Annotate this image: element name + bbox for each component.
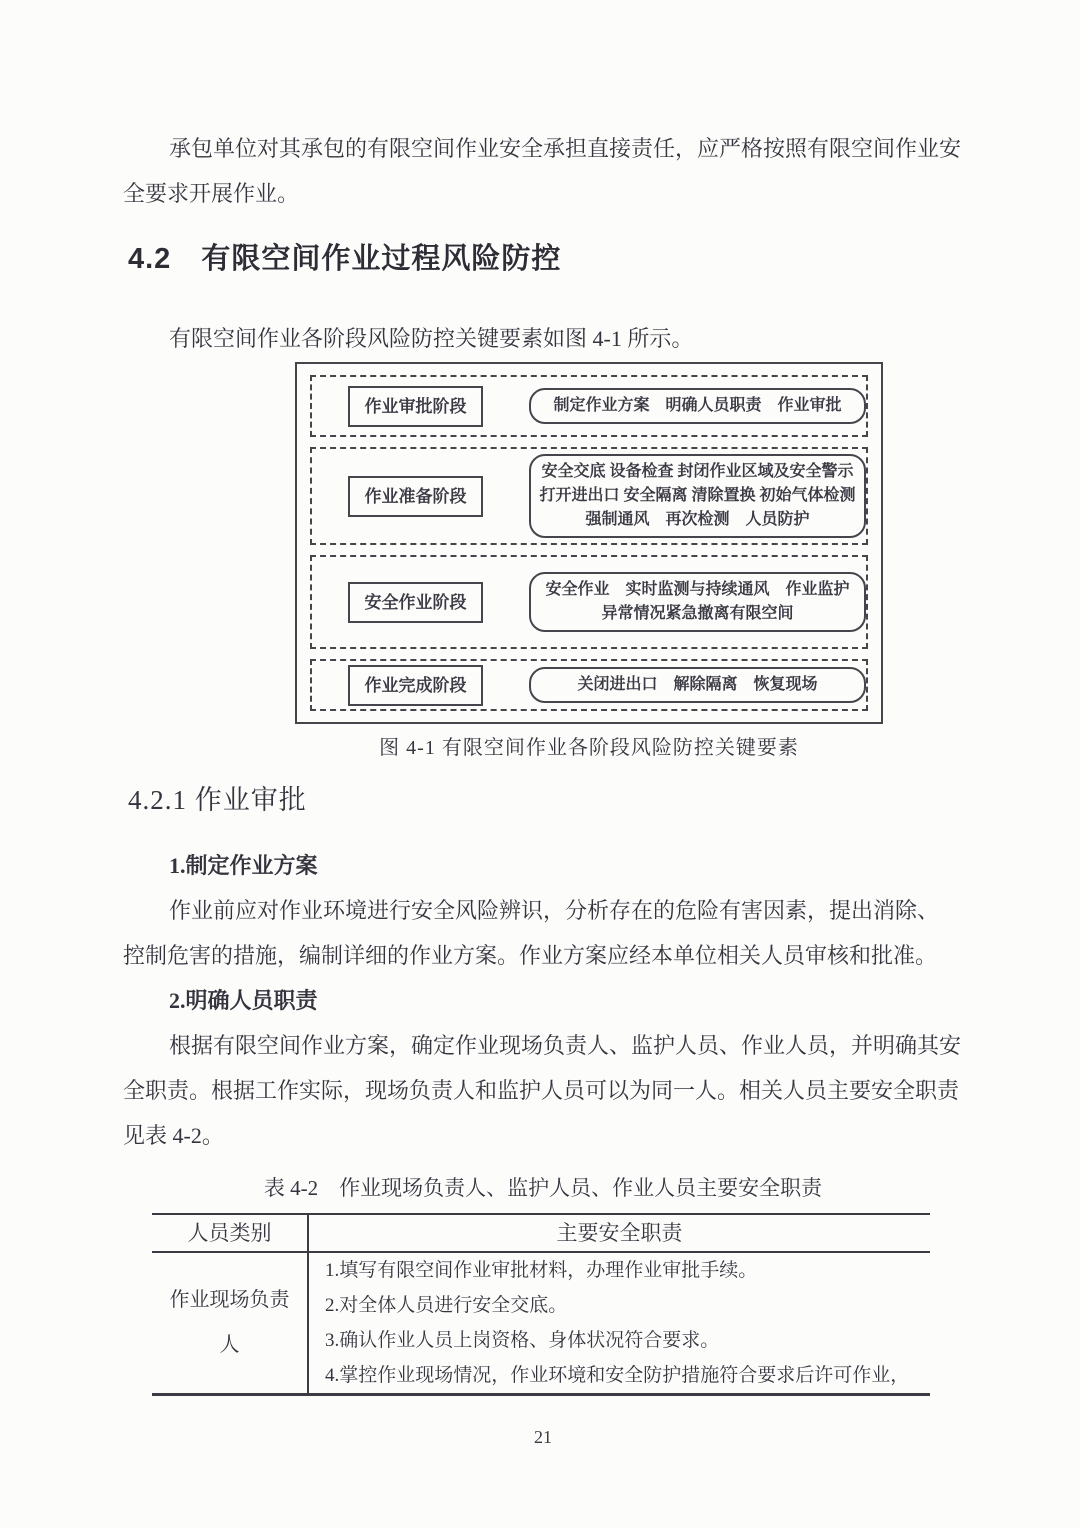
figure-stage-row <box>310 447 868 545</box>
subsection-heading: 4.2.1 作业审批 <box>128 785 307 815</box>
duty-line: 3.确认作业人员上岗资格、身体状况符合要求。 <box>325 1330 720 1351</box>
table-header-cell: 人员类别 <box>187 1221 272 1245</box>
stage-keypoints-box <box>529 667 866 703</box>
keypoints-line: 安全作业 实时监测与持续通风 作业监护 <box>545 581 850 598</box>
keypoints-line: 强制通风 再次检测 人员防护 <box>585 511 810 528</box>
paragraph-line: 承包单位对其承包的有限空间作业安全承担直接责任，应严格按照有限空间作业安 <box>169 136 962 161</box>
stage-keypoints-box <box>529 388 866 424</box>
figure-stage-row <box>310 555 868 649</box>
section-heading: 4.2 有限空间作业过程风险防控 <box>128 243 562 275</box>
paragraph-line: 见表 4-2。 <box>123 1123 224 1148</box>
table-duties-cell <box>307 1253 930 1393</box>
figure-caption: 图 4-1 有限空间作业各阶段风险防控关键要素 <box>379 737 799 759</box>
stage-keypoints-box <box>529 572 866 632</box>
duty-line: 2.对全体人员进行安全交底。 <box>325 1295 568 1316</box>
body-text <box>123 843 963 1158</box>
figure-stage-row <box>310 659 868 711</box>
responsibilities-table <box>152 1213 930 1396</box>
table-role-cell: 作业现场负责人 <box>169 1289 290 1356</box>
numbered-item-heading: 2.明确人员职责 <box>169 988 318 1013</box>
keypoints-line: 制定作业方案 明确人员职责 作业审批 <box>553 397 842 414</box>
intro-paragraph <box>123 126 961 216</box>
table-row <box>152 1253 930 1393</box>
figure-stage-row <box>310 375 868 437</box>
page-content <box>123 0 963 1528</box>
keypoints-line: 安全交底 设备检查 封闭作业区域及安全警示 <box>541 463 854 480</box>
duty-line: 4.掌控作业现场情况，作业环境和安全防护措施符合要求后许可作业， <box>325 1365 910 1386</box>
paragraph-line: 作业前应对作业环境进行安全风险辨识，分析存在的危险有害因素，提出消除、 <box>169 898 940 923</box>
numbered-item-heading: 1.制定作业方案 <box>169 853 318 878</box>
paragraph-line: 全职责。根据工作实际，现场负责人和监护人员可以为同一人。相关人员主要安全职责 <box>123 1078 960 1103</box>
keypoints-line: 异常情况紧急撤离有限空间 <box>601 605 794 622</box>
stage-label-box: 作业准备阶段 <box>348 476 483 517</box>
figure-diagram <box>295 362 883 724</box>
figure-intro-line: 有限空间作业各阶段风险防控关键要素如图 4-1 所示。 <box>169 326 694 351</box>
keypoints-line: 打开进出口 安全隔离 清除置换 初始气体检测 <box>539 487 856 504</box>
keypoints-line: 关闭进出口 解除隔离 恢复现场 <box>577 676 818 693</box>
stage-label-box: 安全作业阶段 <box>348 582 483 623</box>
stage-keypoints-box <box>529 454 866 538</box>
table-caption: 表 4-2 作业现场负责人、监护人员、作业人员主要安全职责 <box>263 1176 823 1200</box>
stage-label-box: 作业审批阶段 <box>348 386 483 427</box>
paragraph-line: 根据有限空间作业方案，确定作业现场负责人、监护人员、作业人员，并明确其安 <box>169 1033 962 1058</box>
stage-label-box: 作业完成阶段 <box>348 665 483 706</box>
paragraph-line: 全要求开展作业。 <box>123 181 300 206</box>
table-header-cell: 主要安全职责 <box>307 1215 930 1251</box>
page-number: 21 <box>534 1427 552 1447</box>
paragraph-line: 控制危害的措施，编制详细的作业方案。作业方案应经本单位相关人员审核和批准。 <box>123 943 938 968</box>
table-header-row <box>152 1215 930 1253</box>
duty-line: 1.填写有限空间作业审批材料，办理作业审批手续。 <box>325 1260 758 1281</box>
